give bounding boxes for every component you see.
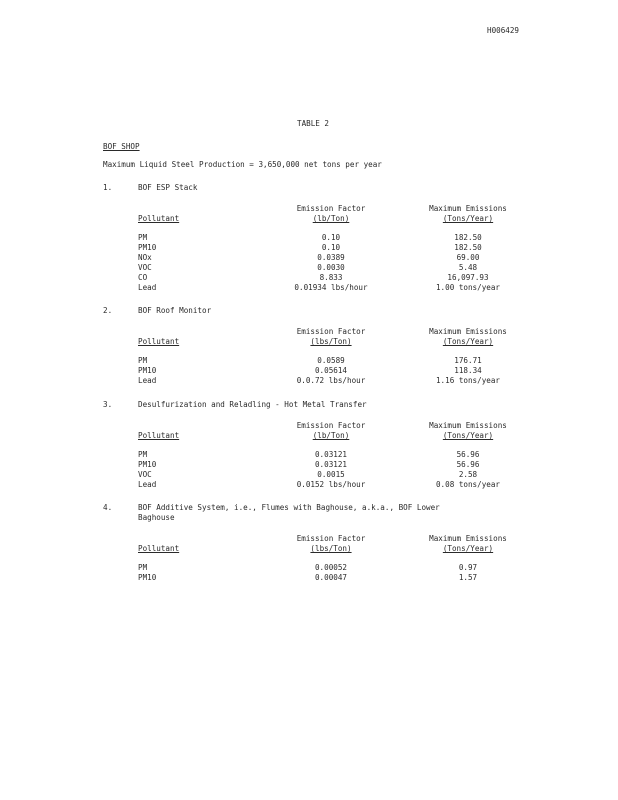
max-cell: 56.96 <box>456 460 480 469</box>
factor-header: Emission Factor <box>296 327 366 336</box>
factor-unit: (lb/Ton) <box>312 431 350 440</box>
factor-cell: 0.05614 <box>314 366 347 375</box>
pollutant-cell: NOx <box>138 253 152 262</box>
factor-cell: 0.03121 <box>314 450 347 459</box>
max-unit: (Tons/Year) <box>442 544 494 553</box>
section-number: 4. <box>103 503 113 512</box>
pollutant-cell: PM10 <box>138 573 157 582</box>
max-cell: 182.50 <box>454 233 482 242</box>
factor-cell: 0.0.72 lbs/hour <box>296 376 366 385</box>
max-cell: 69.00 <box>456 253 480 262</box>
section-number: 3. <box>103 400 113 409</box>
factor-header: Emission Factor <box>296 204 366 213</box>
pollutant-cell: PM10 <box>138 460 157 469</box>
factor-cell: 0.00047 <box>314 573 347 582</box>
factor-unit: (lbs/Ton) <box>310 544 352 553</box>
max-header: Maximum Emissions <box>429 534 507 543</box>
document-id: H006429 <box>487 26 520 35</box>
pollutant-cell: PM10 <box>138 366 157 375</box>
pollutant-cell: PM <box>138 450 148 459</box>
factor-cell: 0.0152 lbs/hour <box>296 480 366 489</box>
max-cell: 1.16 tons/year <box>435 376 500 385</box>
max-cell: 0.97 <box>458 563 478 572</box>
table-title: TABLE 2 <box>297 119 330 128</box>
factor-header: Emission Factor <box>296 421 366 430</box>
max-cell: 56.96 <box>456 450 480 459</box>
max-header: Maximum Emissions <box>429 421 507 430</box>
pollutant-column-header: Pollutant <box>138 337 180 346</box>
factor-cell: 0.0589 <box>317 356 345 365</box>
pollutant-column-header: Pollutant <box>138 544 180 553</box>
max-cell: 176.71 <box>454 356 482 365</box>
section-title: BOF ESP Stack <box>138 183 198 192</box>
max-header: Maximum Emissions <box>429 327 507 336</box>
pollutant-cell: PM <box>138 563 148 572</box>
factor-unit: (lbs/Ton) <box>310 337 352 346</box>
section-number: 2. <box>103 306 113 315</box>
max-cell: 1.00 tons/year <box>435 283 500 292</box>
section-title: Desulfurization and Reladling - Hot Metal Transfer <box>138 400 367 409</box>
pollutant-cell: PM <box>138 356 148 365</box>
factor-cell: 0.0389 <box>317 253 345 262</box>
pollutant-cell: Lead <box>138 283 157 292</box>
section-number: 1. <box>103 183 113 192</box>
factor-cell: 0.10 <box>321 233 341 242</box>
section-title-continued: Baghouse <box>138 513 175 522</box>
max-unit: (Tons/Year) <box>442 337 494 346</box>
factor-cell: 0.03121 <box>314 460 347 469</box>
max-unit: (Tons/Year) <box>442 431 494 440</box>
section-title: BOF Additive System, i.e., Flumes with Baghouse, a.k.a., BOF Lower <box>138 503 440 512</box>
max-cell: 16,097.93 <box>447 273 489 282</box>
max-unit: (Tons/Year) <box>442 214 494 223</box>
pollutant-column-header: Pollutant <box>138 431 180 440</box>
pollutant-column-header: Pollutant <box>138 214 180 223</box>
pollutant-cell: Lead <box>138 480 157 489</box>
pollutant-cell: PM <box>138 233 148 242</box>
factor-cell: 0.0030 <box>317 263 345 272</box>
max-cell: 2.58 <box>458 470 478 479</box>
production-line: Maximum Liquid Steel Production = 3,650,000 net tons per year <box>103 160 382 169</box>
factor-unit: (lb/Ton) <box>312 214 350 223</box>
factor-cell: 0.00052 <box>314 563 347 572</box>
factor-cell: 8.833 <box>319 273 343 282</box>
pollutant-cell: VOC <box>138 470 152 479</box>
max-cell: 1.57 <box>458 573 478 582</box>
pollutant-cell: Lead <box>138 376 157 385</box>
pollutant-cell: CO <box>138 273 148 282</box>
factor-cell: 0.01934 lbs/hour <box>294 283 368 292</box>
max-header: Maximum Emissions <box>429 204 507 213</box>
factor-cell: 0.0015 <box>317 470 345 479</box>
section-title: BOF Roof Monitor <box>138 306 212 315</box>
plant-heading: BOF SHOP <box>103 142 140 151</box>
max-cell: 5.48 <box>458 263 478 272</box>
pollutant-cell: PM10 <box>138 243 157 252</box>
factor-cell: 0.10 <box>321 243 341 252</box>
factor-header: Emission Factor <box>296 534 366 543</box>
max-cell: 182.50 <box>454 243 482 252</box>
pollutant-cell: VOC <box>138 263 152 272</box>
max-cell: 0.08 tons/year <box>435 480 500 489</box>
max-cell: 118.34 <box>454 366 482 375</box>
